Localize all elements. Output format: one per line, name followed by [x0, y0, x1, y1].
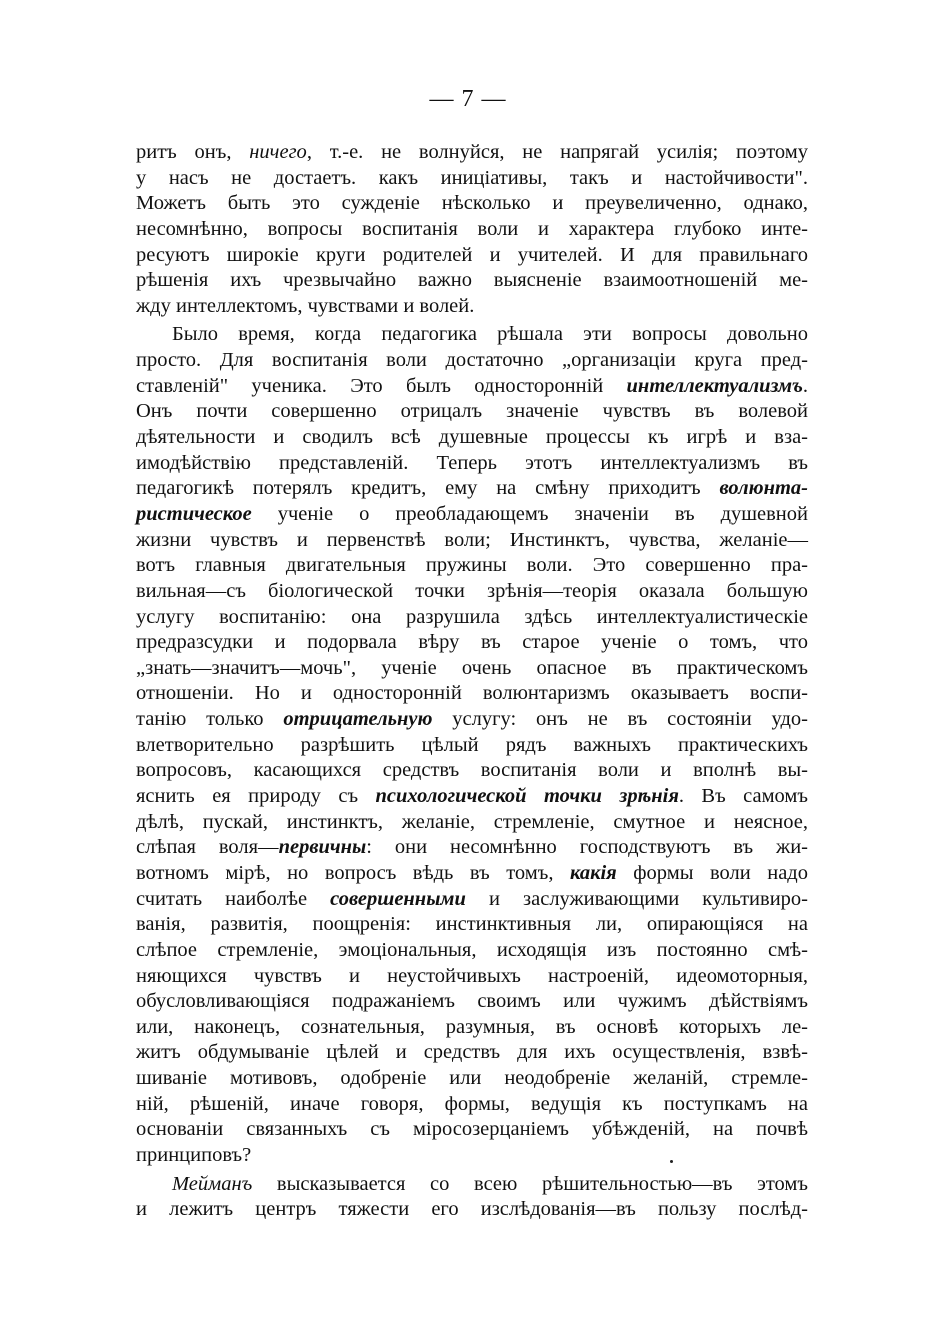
text-line: вотъ главныя двигательныя пружины воли. Это совершенно пра- — [136, 554, 808, 577]
text-line: ванія, развитія, поощренія: инстинктивныя ли, опирающіяся на — [136, 913, 808, 936]
text-line: ресуютъ широкіе круги родителей и учителей. И для правильнаго — [136, 243, 808, 266]
text-line: вильная—съ біологической точки зрѣнія—теорія оказала большую — [136, 579, 808, 602]
text-line: обусловливающіяся подражаніемъ своимъ или чужимъ дѣйствіямъ — [136, 990, 808, 1013]
print-speck — [670, 1160, 673, 1163]
text-line: ній, рѣшеній, иначе говоря, формы, ведущія къ поступкамъ на — [136, 1092, 808, 1115]
text-line: или, наконецъ, сознательныя, разумныя, въ основѣ которыхъ ле- — [136, 1015, 808, 1038]
text-line: отношеніи. Но и односторонній волюнтаризмъ оказываетъ воспи- — [136, 682, 808, 705]
text-line: „знать—значитъ—мочь", ученіе очень опасное въ практическомъ — [136, 656, 808, 679]
text-line: вотномъ мірѣ, но вопросъ вѣдь въ томъ, какія формы воли надо — [136, 861, 808, 884]
text-line: у насъ не достаетъ. какъ иниціативы, такъ и настойчивости". — [136, 166, 808, 189]
text-line: слѣпая воля—первичны: они несомнѣнно господствуютъ въ жи- — [136, 836, 808, 859]
text-line: услугу воспитанію: она разрушила здѣсь интеллектуалистическіе — [136, 605, 808, 628]
text-line: предразсудки и подорвала вѣру въ старое ученіе о томъ, что — [136, 631, 808, 654]
text-line: дѣятельности и сводилъ всѣ душевные процессы къ игрѣ и вза- — [136, 426, 808, 449]
text-line: шиваніе мотивовъ, одобреніе или неодобреніе желаній, стремле- — [136, 1067, 808, 1090]
text-line: вопросовъ, касающихся средствъ воспитанія воли и вполнѣ вы- — [136, 759, 808, 782]
text-line: Мейманъ высказывается со всею рѣшительностью—въ этомъ — [172, 1172, 808, 1195]
text-line: жду интеллектомъ, чувствами и волей. — [136, 294, 475, 317]
text-line: ритъ онъ, ничего, т.-е. не волнуйся, не напрягай усилія; поэтому — [136, 141, 808, 163]
text-line: дѣлѣ, пускай, инстинктъ, желаніе, стремленіе, смутное и неясное, — [136, 810, 808, 833]
text-line: Было время, когда педагогика рѣшала эти вопросы довольно — [172, 323, 808, 346]
text-line: имодѣйствію представленій. Теперь этотъ интеллектуализмъ въ — [136, 451, 808, 474]
text-line: влетворительно разрѣшить цѣлый рядъ важныхъ практическихъ — [136, 733, 808, 756]
text-line: просто. Для воспитанія воли достаточно „организаціи круга пред- — [136, 349, 808, 372]
text-line: считать наиболѣе совершенными и заслуживающими культивиро- — [136, 887, 808, 910]
text-line: принциповъ? — [136, 1143, 252, 1166]
page-number: — 7 — — [429, 86, 507, 112]
text-line: яснить ея природу съ психологической точки зрѣнія. Въ самомъ — [136, 785, 808, 808]
text-line: Онъ почти совершенно отрицалъ значеніе чувствъ въ волевой — [136, 400, 808, 423]
text-line: основаніи связанныхъ съ міросозерцаніемъ убѣжденій, на почвѣ — [136, 1118, 808, 1141]
text-line: и лежитъ центръ тяжести его изслѣдованія—въ пользу послѣд- — [136, 1198, 808, 1221]
text-line: ставленій" ученика. Это былъ односторонній интеллектуализмъ. — [136, 374, 808, 397]
body-text — [136, 140, 808, 1223]
text-line: ристическое ученіе о преобладающемъ значеніи въ душевной — [136, 502, 808, 525]
text-line: танію только отрицательную услугу: онъ не въ состояніи удо- — [136, 708, 808, 731]
text-line: педагогикѣ потерялъ кредитъ, ему на смѣну приходитъ волюнта- — [136, 477, 808, 500]
text-line: несомнѣнно, вопросы воспитанія воли и характера глубоко инте- — [136, 217, 808, 240]
text-line: жизни чувствъ и первенствѣ воли; Инстинктъ, чувства, желаніе— — [136, 528, 808, 551]
text-line: рѣшенія ихъ чрезвычайно важно выясненіе взаимоотношеній ме- — [136, 269, 808, 292]
text-line: няющихся чувствъ и неустойчивыхъ настроеній, идеомоторныя, — [136, 964, 808, 987]
text-line: житъ обдумываніе цѣлей и средствъ для ихъ осуществленія, взвѣ- — [136, 1041, 808, 1064]
text-line: слѣпое стремленіе, эмоціональныя, исходящія изъ постоянно смѣ- — [136, 938, 808, 961]
text-line: Можетъ быть это сужденіе нѣсколько и преувеличенно, однако, — [136, 192, 808, 215]
